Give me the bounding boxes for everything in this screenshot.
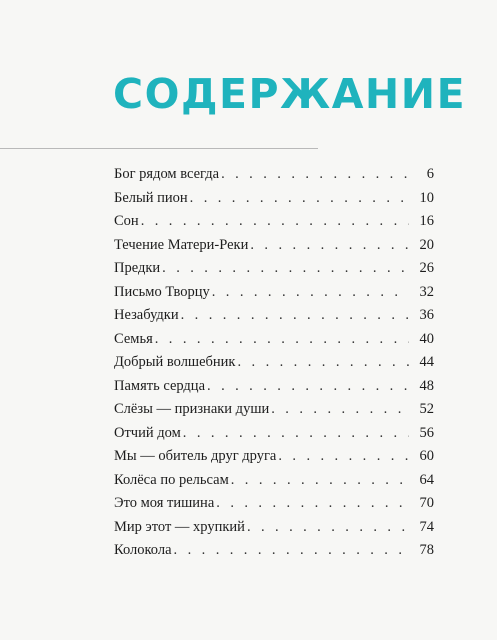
toc-entry-page-number: 64 xyxy=(419,471,434,488)
toc-entry-title: Течение Матери-Реки xyxy=(114,236,249,253)
toc-entry-page-number: 32 xyxy=(419,283,434,300)
dot-leader xyxy=(181,307,409,324)
toc-entry-title: Предки xyxy=(114,260,161,276)
toc-entry[interactable] xyxy=(114,448,434,472)
toc-entry-page-number: 40 xyxy=(419,330,434,347)
toc-entry-title: Белый пион xyxy=(114,189,188,206)
dot-leader xyxy=(237,354,409,371)
toc-entry-title: Письмо Творцу xyxy=(114,283,210,300)
toc-entry-page-number: 56 xyxy=(419,424,434,441)
toc-entry-page-number: 10 xyxy=(419,189,434,206)
toc-entry-title: Незабудки xyxy=(114,307,179,323)
dot-leader xyxy=(231,472,409,489)
title-divider xyxy=(0,148,318,149)
toc-entry-title: Мы — обитель друг друга xyxy=(114,448,277,464)
toc-entry[interactable] xyxy=(114,425,434,449)
toc-entry-title: Это моя тишина xyxy=(114,495,215,511)
dot-leader xyxy=(250,237,409,254)
table-of-contents xyxy=(114,166,434,566)
toc-entry-title: Добрый волшебник xyxy=(114,354,236,370)
dot-leader xyxy=(221,166,409,183)
dot-leader xyxy=(183,425,409,442)
toc-entry-title: Колокола xyxy=(114,542,172,558)
toc-entry-page-number: 48 xyxy=(419,377,434,394)
toc-entry-page-number: 20 xyxy=(419,236,434,253)
toc-entry-page-number: 36 xyxy=(419,307,434,323)
toc-entry[interactable] xyxy=(114,213,434,237)
toc-entry[interactable] xyxy=(114,284,434,308)
toc-entry-title: Колёса по рельсам xyxy=(114,471,229,488)
toc-entry[interactable] xyxy=(114,237,434,261)
toc-entry-title: Мир этот — хрупкий xyxy=(114,518,245,535)
dot-leader xyxy=(207,378,409,395)
dot-leader xyxy=(278,448,409,465)
toc-entry-title: Сон xyxy=(114,213,139,229)
toc-entry-title: Семья xyxy=(114,330,153,347)
toc-entry-page-number: 26 xyxy=(419,260,434,276)
dot-leader xyxy=(155,331,409,348)
dot-leader xyxy=(216,495,409,512)
dot-leader xyxy=(212,284,409,301)
toc-entry-page-number: 74 xyxy=(419,518,434,535)
dot-leader xyxy=(162,260,409,277)
toc-entry[interactable] xyxy=(114,495,434,519)
dot-leader xyxy=(174,542,409,559)
toc-entry-title: Бог рядом всегда xyxy=(114,166,220,182)
dot-leader xyxy=(141,213,409,230)
toc-entry[interactable] xyxy=(114,260,434,284)
toc-entry[interactable] xyxy=(114,190,434,214)
dot-leader xyxy=(247,519,409,536)
toc-entry[interactable] xyxy=(114,378,434,402)
toc-entry-page-number: 44 xyxy=(419,354,434,370)
toc-entry[interactable] xyxy=(114,519,434,543)
toc-entry[interactable] xyxy=(114,166,434,190)
toc-entry-page-number: 70 xyxy=(419,495,434,511)
toc-entry-page-number: 16 xyxy=(419,213,434,229)
toc-entry-page-number: 6 xyxy=(426,166,434,182)
dot-leader xyxy=(271,401,409,418)
toc-entry[interactable] xyxy=(114,354,434,378)
toc-entry-page-number: 60 xyxy=(419,448,434,464)
toc-entry[interactable] xyxy=(114,542,434,566)
toc-entry-title: Память сердца xyxy=(114,377,206,394)
toc-entry[interactable] xyxy=(114,401,434,425)
toc-entry[interactable] xyxy=(114,472,434,496)
dot-leader xyxy=(190,190,409,207)
toc-entry-page-number: 52 xyxy=(419,401,434,417)
toc-entry[interactable] xyxy=(114,331,434,355)
toc-entry-title: Отчий дом xyxy=(114,424,181,441)
toc-entry[interactable] xyxy=(114,307,434,331)
toc-entry-page-number: 78 xyxy=(419,542,434,558)
toc-entry-title: Слёзы — признаки души xyxy=(114,401,270,417)
page-title: СОДЕРЖАНИЕ xyxy=(113,70,467,118)
